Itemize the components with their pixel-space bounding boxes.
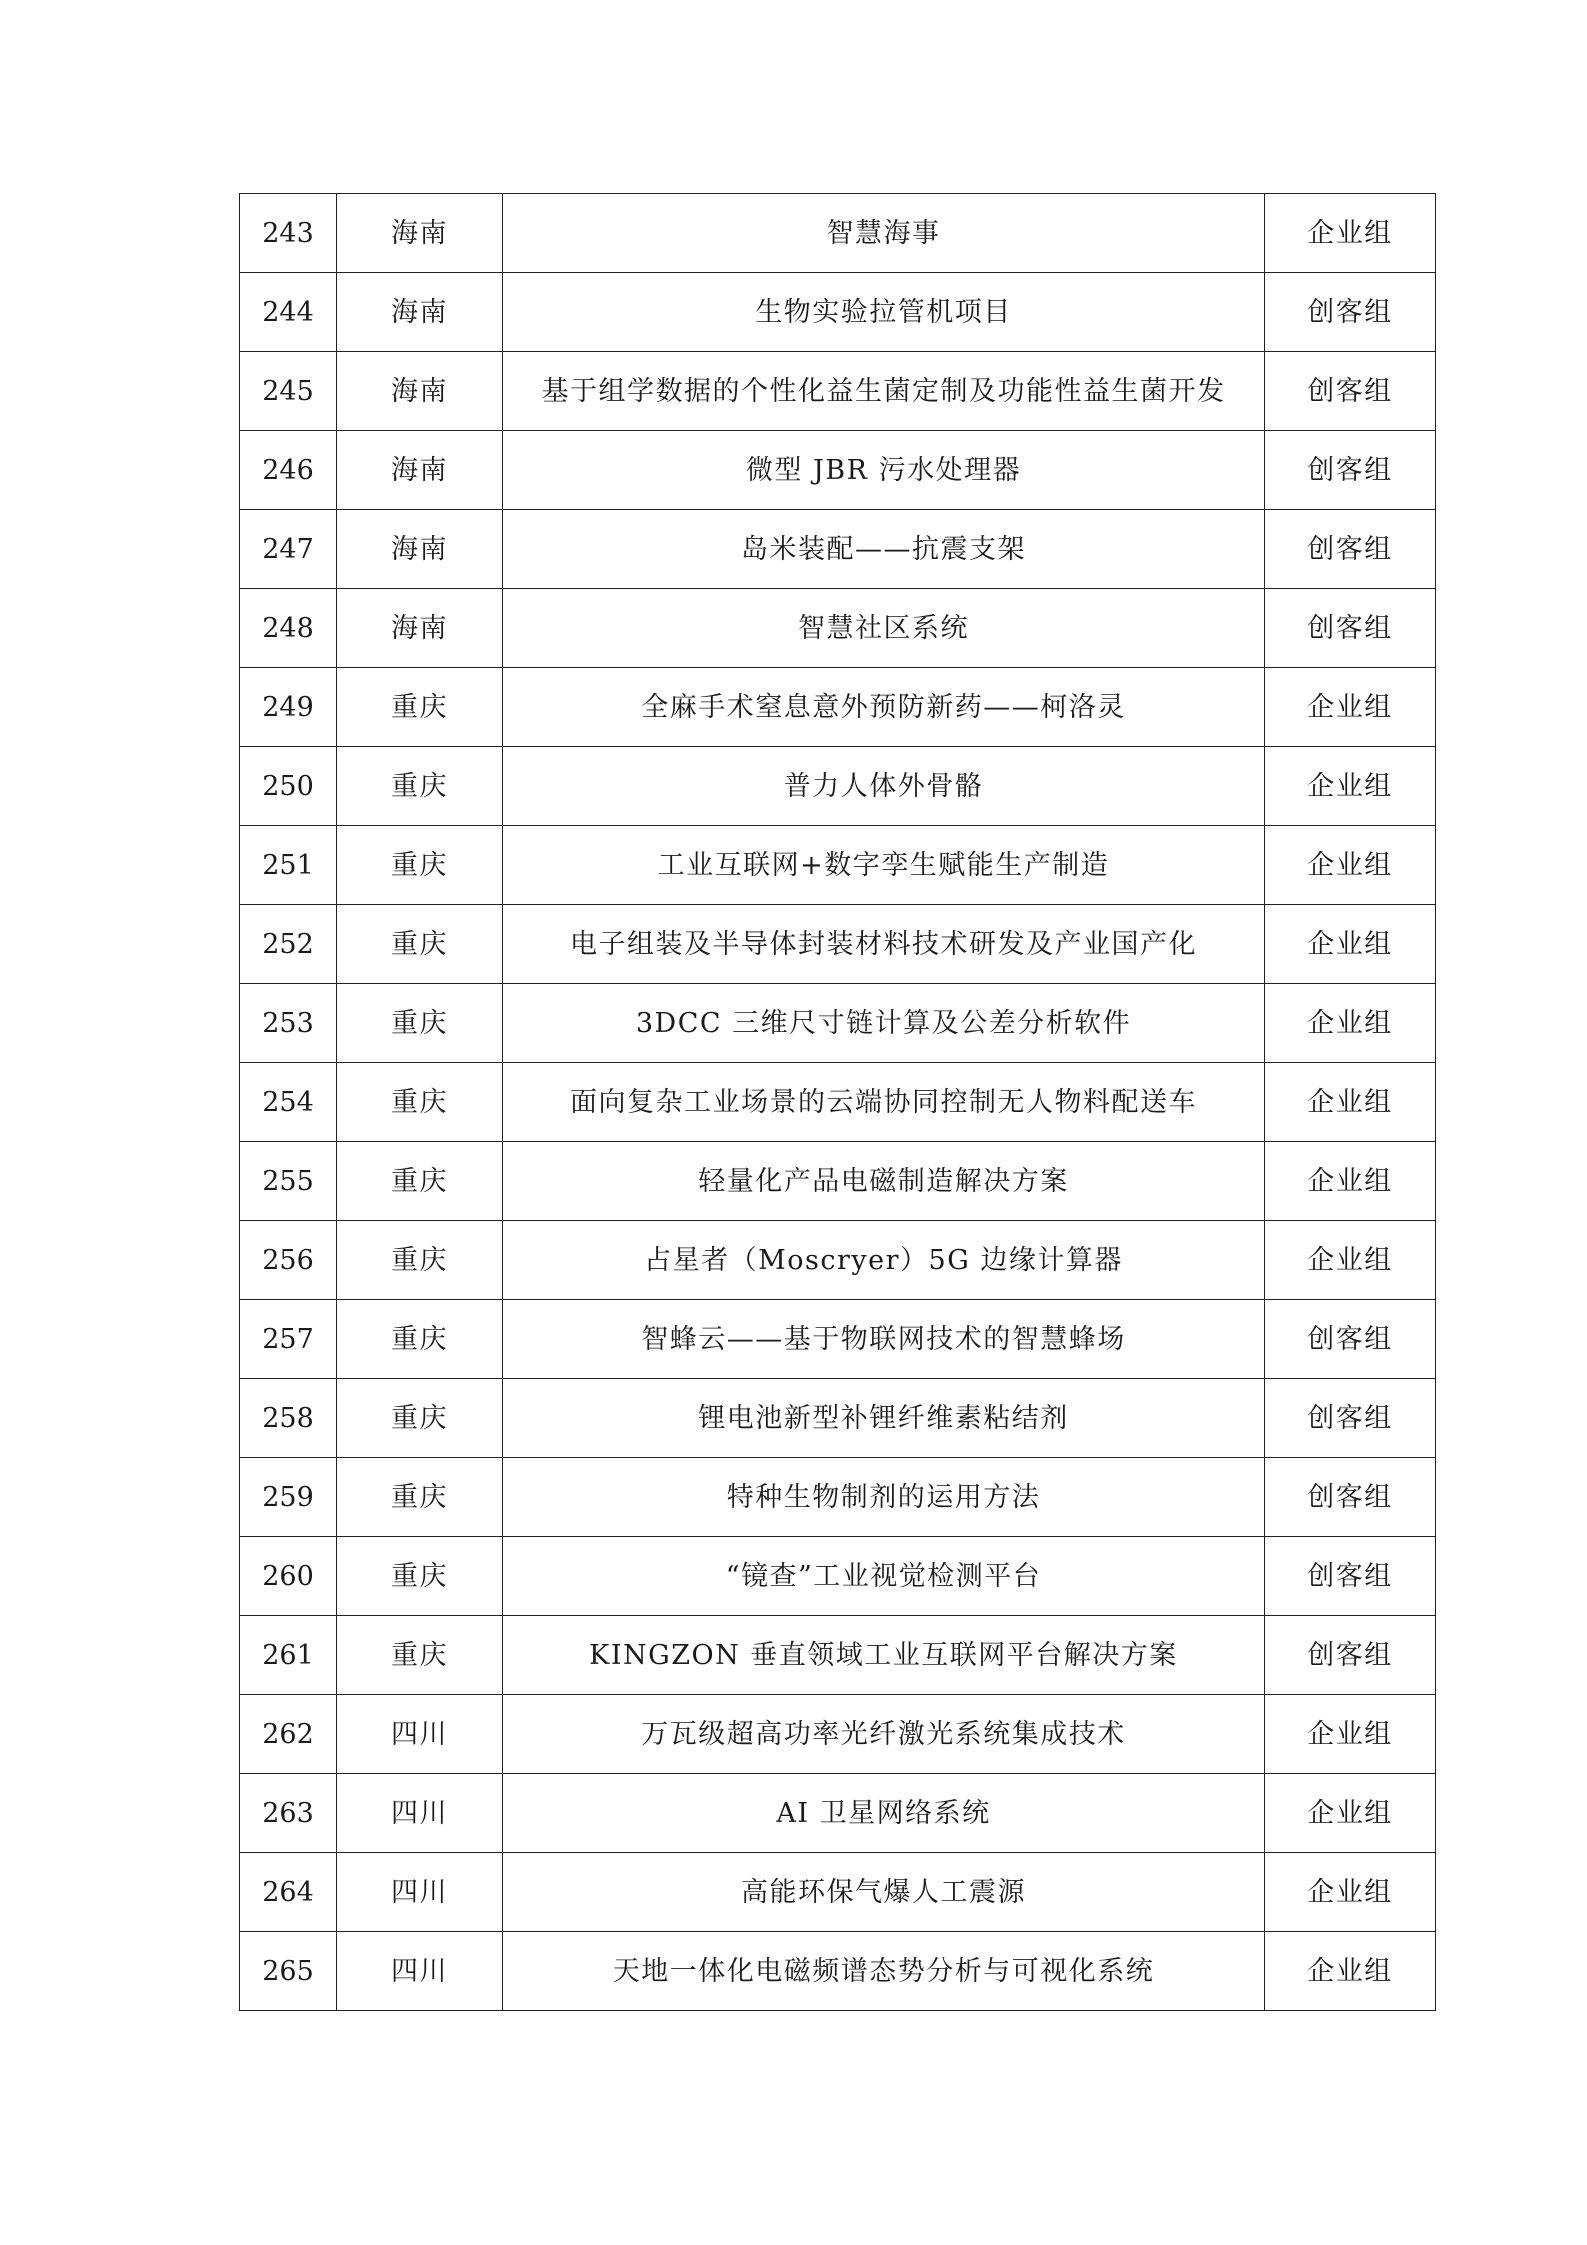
group-cell: 企业组 xyxy=(1265,194,1436,273)
row-number-cell: 253 xyxy=(240,984,337,1063)
table-row xyxy=(240,1853,1436,1932)
row-number-cell: 248 xyxy=(240,589,337,668)
project-name-cell: 智慧海事 xyxy=(503,194,1265,273)
group-cell: 创客组 xyxy=(1265,1458,1436,1537)
project-name-cell: 轻量化产品电磁制造解决方案 xyxy=(503,1142,1265,1221)
table-row xyxy=(240,1537,1436,1616)
row-number-cell: 244 xyxy=(240,273,337,352)
row-number-cell: 251 xyxy=(240,826,337,905)
row-number-cell: 261 xyxy=(240,1616,337,1695)
project-name-cell: 基于组学数据的个性化益生菌定制及功能性益生菌开发 xyxy=(503,352,1265,431)
project-name-cell: 工业互联网+数字孪生赋能生产制造 xyxy=(503,826,1265,905)
table-row xyxy=(240,1142,1436,1221)
province-cell: 海南 xyxy=(337,352,503,431)
group-cell: 创客组 xyxy=(1265,352,1436,431)
project-name-cell: 锂电池新型补锂纤维素粘结剂 xyxy=(503,1379,1265,1458)
table-row xyxy=(240,1695,1436,1774)
province-cell: 重庆 xyxy=(337,1142,503,1221)
table-row xyxy=(240,1774,1436,1853)
group-cell: 创客组 xyxy=(1265,589,1436,668)
province-cell: 重庆 xyxy=(337,668,503,747)
row-number-cell: 247 xyxy=(240,510,337,589)
table-row xyxy=(240,273,1436,352)
project-name-cell: 智蜂云——基于物联网技术的智慧蜂场 xyxy=(503,1300,1265,1379)
row-number-cell: 259 xyxy=(240,1458,337,1537)
row-number-cell: 250 xyxy=(240,747,337,826)
province-cell: 重庆 xyxy=(337,1537,503,1616)
group-cell: 企业组 xyxy=(1265,747,1436,826)
table-row xyxy=(240,510,1436,589)
row-number-cell: 257 xyxy=(240,1300,337,1379)
table-row xyxy=(240,1221,1436,1300)
group-cell: 企业组 xyxy=(1265,1221,1436,1300)
table-row xyxy=(240,1300,1436,1379)
group-cell: 创客组 xyxy=(1265,431,1436,510)
province-cell: 四川 xyxy=(337,1774,503,1853)
group-cell: 企业组 xyxy=(1265,826,1436,905)
province-cell: 重庆 xyxy=(337,747,503,826)
row-number-cell: 265 xyxy=(240,1932,337,2011)
project-name-cell: 面向复杂工业场景的云端协同控制无人物料配送车 xyxy=(503,1063,1265,1142)
table-row xyxy=(240,431,1436,510)
row-number-cell: 263 xyxy=(240,1774,337,1853)
table-row xyxy=(240,826,1436,905)
group-cell: 企业组 xyxy=(1265,1063,1436,1142)
group-cell: 创客组 xyxy=(1265,1300,1436,1379)
row-number-cell: 254 xyxy=(240,1063,337,1142)
project-name-cell: 特种生物制剂的运用方法 xyxy=(503,1458,1265,1537)
province-cell: 四川 xyxy=(337,1932,503,2011)
project-name-cell: 全麻手术窒息意外预防新药——柯洛灵 xyxy=(503,668,1265,747)
row-number-cell: 256 xyxy=(240,1221,337,1300)
table-row xyxy=(240,1063,1436,1142)
row-number-cell: 262 xyxy=(240,1695,337,1774)
project-name-cell: 3DCC 三维尺寸链计算及公差分析软件 xyxy=(503,984,1265,1063)
project-name-cell: 生物实验拉管机项目 xyxy=(503,273,1265,352)
group-cell: 企业组 xyxy=(1265,1695,1436,1774)
province-cell: 重庆 xyxy=(337,1300,503,1379)
province-cell: 海南 xyxy=(337,273,503,352)
province-cell: 四川 xyxy=(337,1695,503,1774)
table-row xyxy=(240,1379,1436,1458)
row-number-cell: 245 xyxy=(240,352,337,431)
table-row xyxy=(240,1932,1436,2011)
group-cell: 企业组 xyxy=(1265,1853,1436,1932)
project-name-cell: 微型 JBR 污水处理器 xyxy=(503,431,1265,510)
project-table xyxy=(239,193,1436,2011)
project-name-cell: “镜查”工业视觉检测平台 xyxy=(503,1537,1265,1616)
project-name-cell: 岛米装配——抗震支架 xyxy=(503,510,1265,589)
group-cell: 创客组 xyxy=(1265,510,1436,589)
province-cell: 重庆 xyxy=(337,1379,503,1458)
province-cell: 海南 xyxy=(337,431,503,510)
project-name-cell: 普力人体外骨骼 xyxy=(503,747,1265,826)
row-number-cell: 264 xyxy=(240,1853,337,1932)
project-name-cell: AI 卫星网络系统 xyxy=(503,1774,1265,1853)
group-cell: 企业组 xyxy=(1265,1142,1436,1221)
row-number-cell: 258 xyxy=(240,1379,337,1458)
project-name-cell: 高能环保气爆人工震源 xyxy=(503,1853,1265,1932)
row-number-cell: 260 xyxy=(240,1537,337,1616)
group-cell: 企业组 xyxy=(1265,1932,1436,2011)
table-row xyxy=(240,905,1436,984)
row-number-cell: 246 xyxy=(240,431,337,510)
table-row xyxy=(240,589,1436,668)
table-row xyxy=(240,668,1436,747)
province-cell: 海南 xyxy=(337,194,503,273)
table-row xyxy=(240,352,1436,431)
row-number-cell: 252 xyxy=(240,905,337,984)
group-cell: 创客组 xyxy=(1265,1537,1436,1616)
table-row xyxy=(240,1616,1436,1695)
project-name-cell: 占星者（Moscryer）5G 边缘计算器 xyxy=(503,1221,1265,1300)
project-name-cell: KINGZON 垂直领域工业互联网平台解决方案 xyxy=(503,1616,1265,1695)
province-cell: 海南 xyxy=(337,510,503,589)
group-cell: 企业组 xyxy=(1265,905,1436,984)
table-body xyxy=(240,194,1436,2011)
table-row xyxy=(240,747,1436,826)
table-row xyxy=(240,984,1436,1063)
project-name-cell: 天地一体化电磁频谱态势分析与可视化系统 xyxy=(503,1932,1265,2011)
province-cell: 重庆 xyxy=(337,1063,503,1142)
row-number-cell: 255 xyxy=(240,1142,337,1221)
province-cell: 重庆 xyxy=(337,1458,503,1537)
province-cell: 重庆 xyxy=(337,1616,503,1695)
row-number-cell: 243 xyxy=(240,194,337,273)
province-cell: 海南 xyxy=(337,589,503,668)
project-name-cell: 智慧社区系统 xyxy=(503,589,1265,668)
group-cell: 创客组 xyxy=(1265,1379,1436,1458)
province-cell: 重庆 xyxy=(337,905,503,984)
project-name-cell: 万瓦级超高功率光纤激光系统集成技术 xyxy=(503,1695,1265,1774)
province-cell: 重庆 xyxy=(337,1221,503,1300)
province-cell: 重庆 xyxy=(337,826,503,905)
table-row xyxy=(240,194,1436,273)
group-cell: 创客组 xyxy=(1265,273,1436,352)
group-cell: 企业组 xyxy=(1265,1774,1436,1853)
province-cell: 四川 xyxy=(337,1853,503,1932)
group-cell: 企业组 xyxy=(1265,668,1436,747)
project-name-cell: 电子组装及半导体封装材料技术研发及产业国产化 xyxy=(503,905,1265,984)
province-cell: 重庆 xyxy=(337,984,503,1063)
table-row xyxy=(240,1458,1436,1537)
row-number-cell: 249 xyxy=(240,668,337,747)
group-cell: 创客组 xyxy=(1265,1616,1436,1695)
group-cell: 企业组 xyxy=(1265,984,1436,1063)
